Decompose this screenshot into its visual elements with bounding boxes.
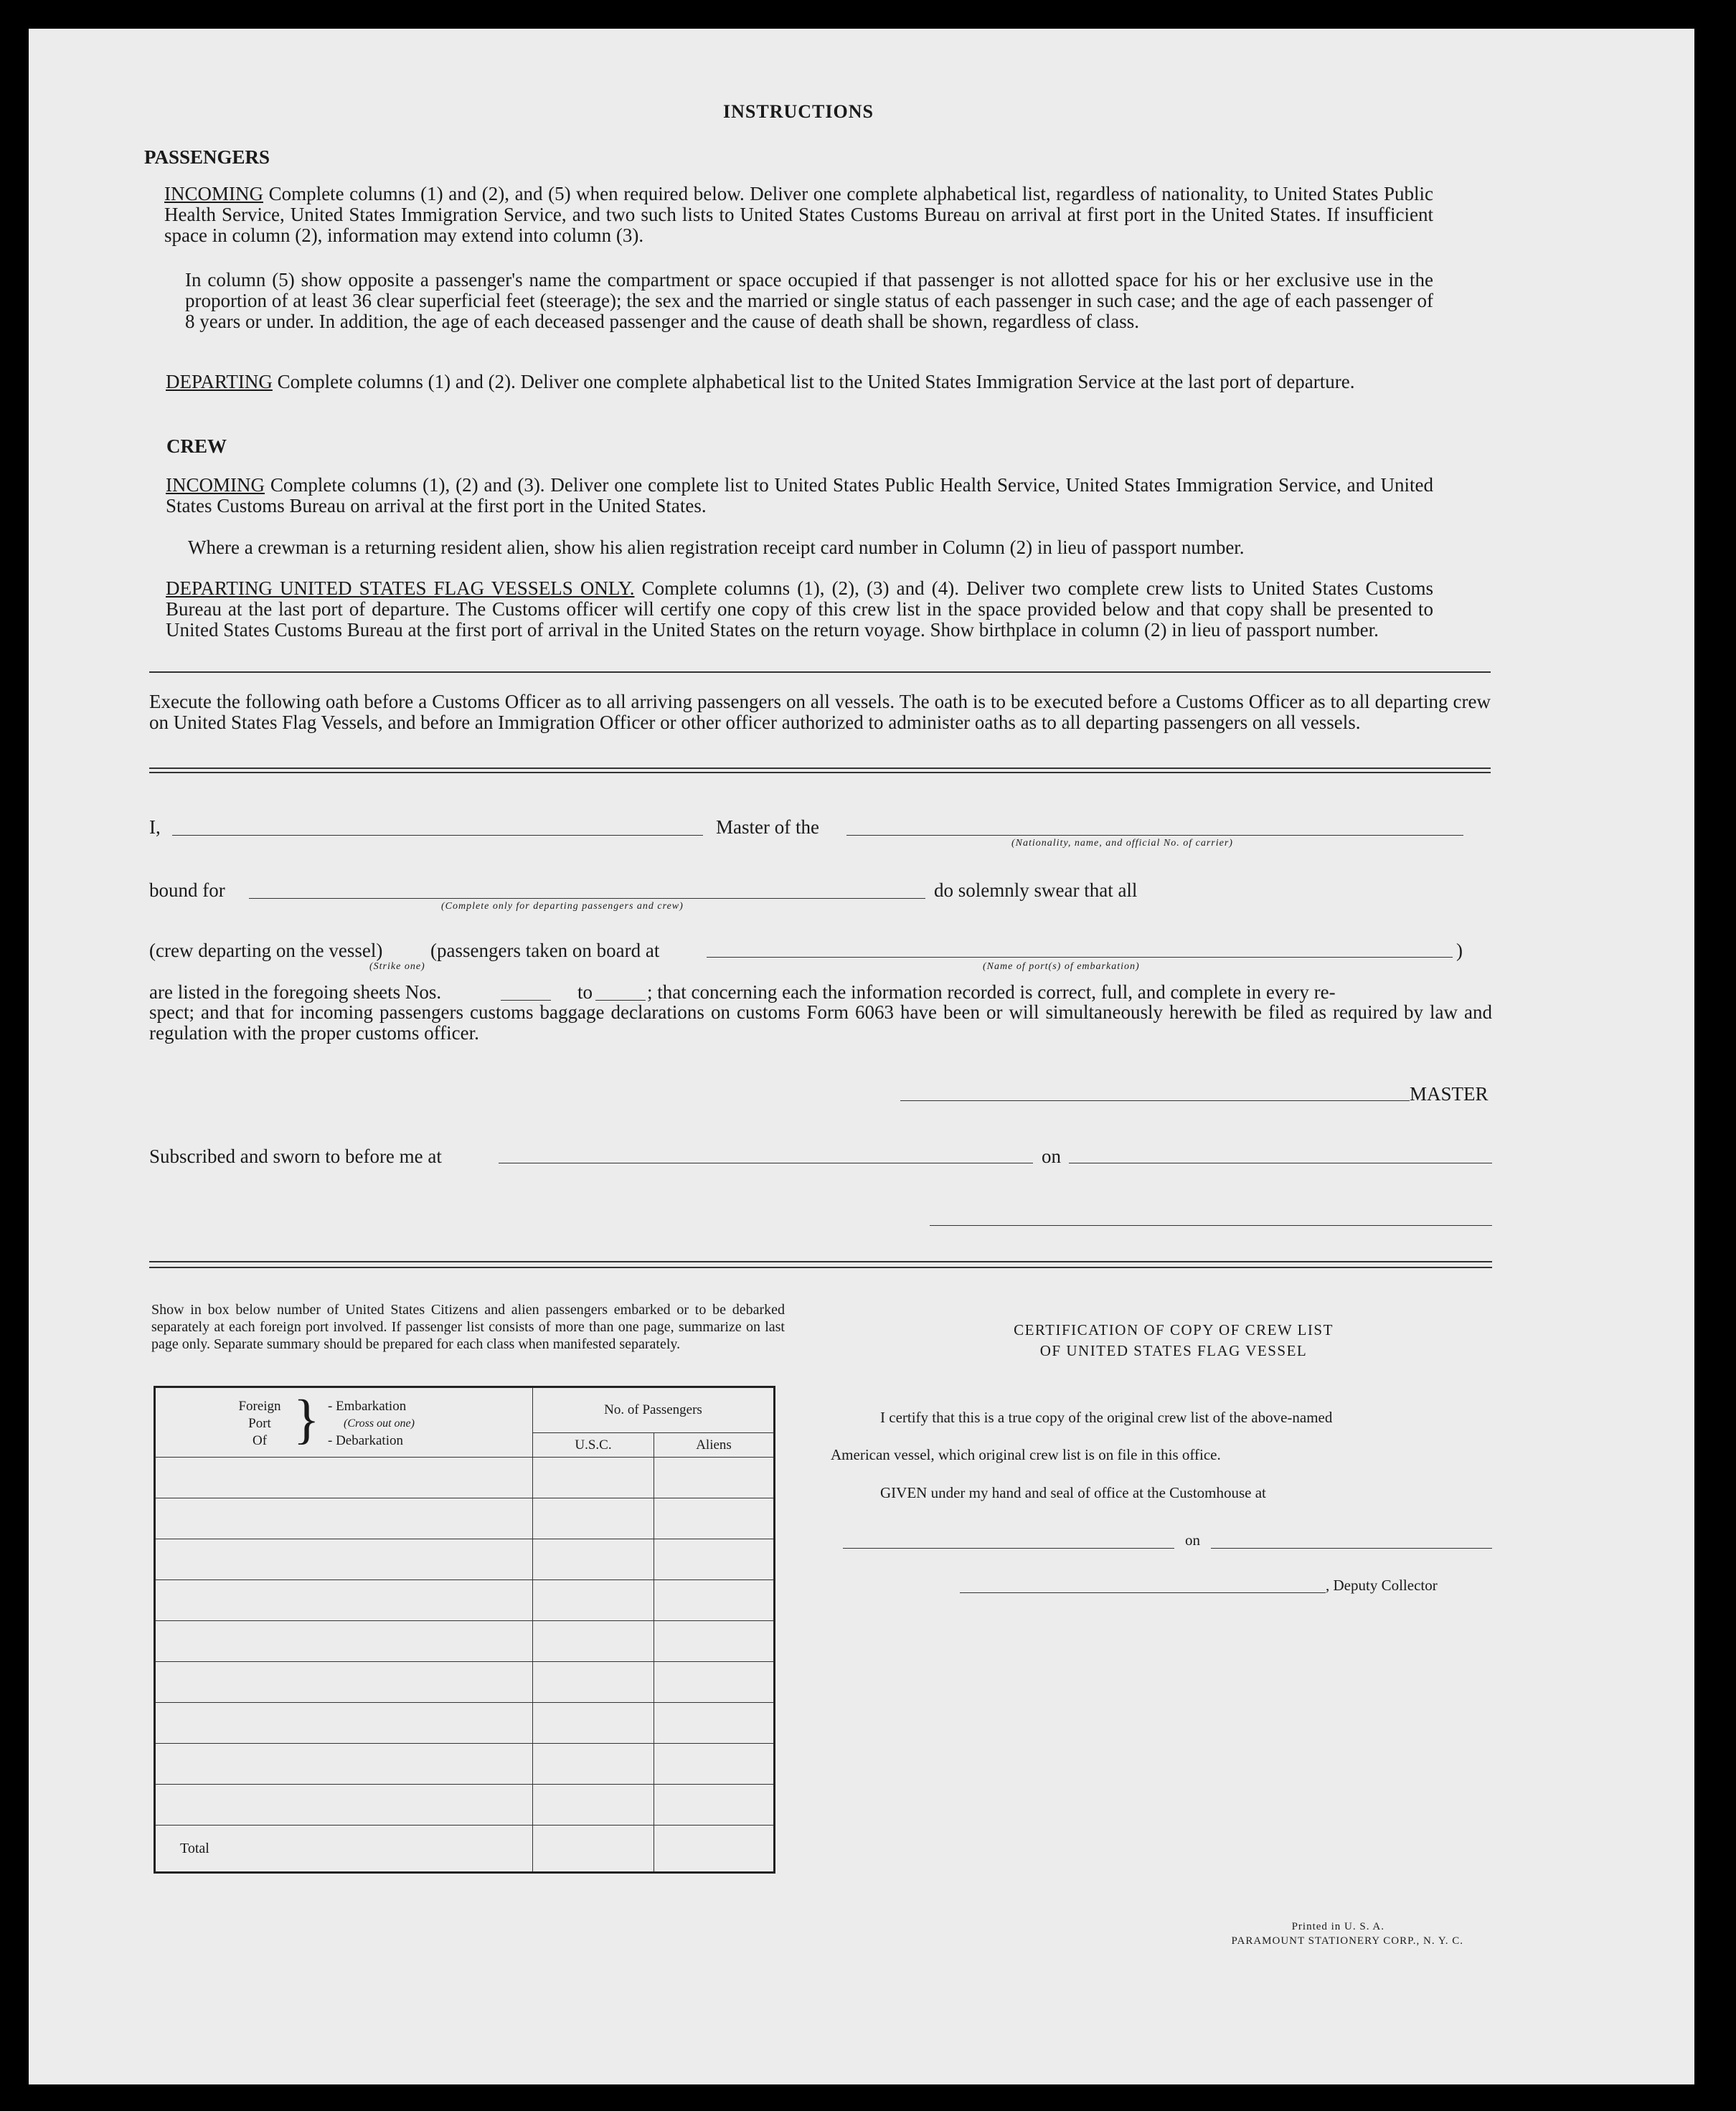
total-aliens-cell[interactable] — [654, 1826, 775, 1873]
crew-incoming-paragraph — [166, 475, 1433, 516]
aliens-cell[interactable] — [654, 1703, 775, 1744]
certification-title-line1: CERTIFICATION OF COPY OF CREW LIST — [1014, 1321, 1334, 1338]
usc-cell[interactable] — [533, 1703, 654, 1744]
master-label: MASTER — [1410, 1083, 1489, 1105]
printer-imprint — [1148, 1919, 1463, 1948]
divider-line — [149, 1261, 1492, 1262]
certify-line2: American vessel, which original crew list is on file in this office. — [831, 1446, 1221, 1463]
passengers-incoming-paragraph — [164, 184, 1433, 246]
brace-symbol: } — [293, 1389, 320, 1450]
usc-cell[interactable] — [533, 1662, 654, 1703]
port-cell[interactable] — [155, 1621, 533, 1662]
foreign-label: Foreign — [238, 1399, 281, 1414]
total-usc-cell[interactable] — [533, 1826, 654, 1873]
customhouse-field[interactable] — [843, 1548, 1174, 1549]
port-cell[interactable] — [155, 1744, 533, 1785]
passengers-incoming-text: Complete columns (1) and (2), and (5) when required below. Deliver one complete alphabetical list, regardless of nationality, to United States Public Health Service, United States Immigration Service, and two such lists to United States Customs Bureau on arrival at first port in the United States. If insufficient space in column (2), information may extend into column (3). — [164, 183, 1433, 246]
divider-line — [149, 772, 1491, 773]
usc-header: U.S.C. — [533, 1433, 654, 1458]
printer-line2: PARAMOUNT STATIONERY CORP., N. Y. C. — [1231, 1935, 1463, 1947]
embarkation-label: - Embarkation — [328, 1399, 407, 1414]
certification-on-label: on — [1185, 1531, 1200, 1549]
crew-departing-text: Complete columns (1), (2), (3) and (4). Deliver two complete crew lists to United States Customs Bureau at the last port of departure. The Customs officer will certify one copy of this crew list in the space provided below and that copy shall be presented to United States Customs Bureau at the first port of arrival in the United States on the return voyage. Show birthplace in column (2) in lieu of passport number. — [166, 577, 1433, 641]
listed-to: to — [577, 981, 593, 1003]
aliens-cell[interactable] — [654, 1785, 775, 1826]
port-cell[interactable] — [155, 1498, 533, 1539]
passengers-departing-label: DEPARTING — [166, 371, 273, 392]
port-cell[interactable] — [155, 1662, 533, 1703]
strike-one-caption: (Strike one) — [369, 961, 425, 972]
usc-cell[interactable] — [533, 1539, 654, 1580]
usc-cell[interactable] — [533, 1498, 654, 1539]
total-label: Total — [155, 1826, 533, 1873]
master-of-the-label: Master of the — [716, 816, 819, 838]
passengers-heading: PASSENGERS — [144, 146, 270, 168]
officer-signature-field[interactable] — [930, 1225, 1492, 1226]
printer-line1: Printed in U. S. A. — [1291, 1921, 1384, 1932]
aliens-cell[interactable] — [654, 1744, 775, 1785]
form-page — [29, 29, 1694, 2084]
no-of-passengers-header: No. of Passengers — [533, 1387, 775, 1433]
aliens-cell[interactable] — [654, 1580, 775, 1621]
passenger-summary-table — [154, 1386, 775, 1874]
listed-text-c: spect; and that for incoming passengers customs baggage declarations on customs Form 6063 have been or will simultaneously herewith be filed as required by law and regulation with the proper customs officer. — [149, 1001, 1492, 1044]
debarkation-label: - Debarkation — [328, 1433, 403, 1448]
usc-cell[interactable] — [533, 1744, 654, 1785]
embarkation-port-field[interactable] — [707, 957, 1453, 958]
aliens-cell[interactable] — [654, 1539, 775, 1580]
ports-caption: (Name of port(s) of embarkation) — [983, 961, 1140, 972]
usc-cell[interactable] — [533, 1458, 654, 1498]
master-signature-field[interactable] — [900, 1100, 1410, 1101]
sheet-from-field[interactable] — [501, 1000, 551, 1001]
oath-i-label: I, — [149, 816, 161, 838]
crew-departing-label: DEPARTING UNITED STATES FLAG VESSELS ONLY. — [166, 577, 635, 599]
crew-incoming-label: INCOMING — [166, 474, 265, 496]
crew-heading: CREW — [166, 435, 227, 457]
certification-date-field[interactable] — [1211, 1548, 1492, 1549]
given-line: GIVEN under my hand and seal of office at the Customhouse at — [880, 1484, 1266, 1501]
aliens-cell[interactable] — [654, 1662, 775, 1703]
sheet-to-field[interactable] — [595, 1000, 646, 1001]
instructions-title: INSTRUCTIONS — [723, 101, 874, 122]
of-label: Of — [252, 1433, 268, 1448]
usc-cell[interactable] — [533, 1621, 654, 1662]
divider-line — [149, 768, 1491, 769]
port-cell[interactable] — [155, 1539, 533, 1580]
aliens-cell[interactable] — [654, 1458, 775, 1498]
subscribed-on-label: on — [1042, 1146, 1061, 1167]
port-cell[interactable] — [155, 1580, 533, 1621]
passengers-column5-paragraph: In column (5) show opposite a passenger's name the compartment or space occupied if that passenger is not allotted space for his or her exclusive use in the proportion of at least 36 clear superficial feet (steerage); the sex and the married or single status of each passenger in such case; and the age of each passenger of 8 years or under. In addition, the age of each deceased passenger and the cause of death shall be shown, regardless of class. — [185, 269, 1433, 332]
carrier-field[interactable] — [846, 835, 1463, 836]
nationality-caption: (Nationality, name, and official No. of carrier) — [1011, 838, 1233, 849]
port-label: Port — [248, 1416, 271, 1431]
close-paren: ) — [1456, 940, 1463, 961]
master-name-field[interactable] — [172, 835, 703, 836]
summary-note: Show in box below number of United States Citizens and alien passengers embarked or to be debarked separately at each foreign port involved. If passenger list consists of more than one page, summarize on last page only. Separate summary should be prepared for each class when manifested separately. — [151, 1302, 785, 1352]
bound-for-caption: (Complete only for departing passengers and crew) — [441, 901, 684, 912]
cross-out-caption: (Cross out one) — [344, 1417, 415, 1430]
passengers-departing-paragraph — [166, 372, 1433, 392]
bound-for-field[interactable] — [249, 898, 925, 899]
listed-text-b: ; that concerning each the information recorded is correct, full, and complete in every re- — [647, 981, 1336, 1003]
deputy-collector-label: , Deputy Collector — [1326, 1577, 1438, 1594]
certification-title — [915, 1320, 1432, 1361]
oath-intro-paragraph: Execute the following oath before a Customs Officer as to all arriving passengers on all vessels. The oath is to be executed before a Customs Officer as to all departing crew on United States Flag Vessels, and before an Immigration Officer or other officer authorized to administer oaths as to all departing passengers on all vessels. — [149, 691, 1491, 733]
crew-incoming-text: Complete columns (1), (2) and (3). Deliver one complete list to United States Public Health Service, United States Immigration Service, and United States Customs Bureau on arrival at the first port in the United States. — [166, 474, 1433, 516]
aliens-header: Aliens — [654, 1433, 775, 1458]
passengers-departing-text: Complete columns (1) and (2). Deliver one complete alphabetical list to the United States Immigration Service at the last port of departure. — [272, 371, 1355, 392]
aliens-cell[interactable] — [654, 1621, 775, 1662]
certify-line1: I certify that this is a true copy of the original crew list of the above-named — [880, 1409, 1333, 1426]
passengers-incoming-label: INCOMING — [164, 183, 263, 204]
swear-text: do solemnly swear that all — [934, 879, 1138, 901]
port-cell[interactable] — [155, 1785, 533, 1826]
usc-cell[interactable] — [533, 1785, 654, 1826]
divider-line — [149, 671, 1491, 673]
crew-resident-paragraph: Where a crewman is a returning resident alien, show his alien registration receipt card number in Column (2) in lieu of passport number. — [188, 537, 1245, 558]
listed-text-a: are listed in the foregoing sheets Nos. — [149, 981, 442, 1003]
crew-departing-option: (crew departing on the vessel) — [149, 940, 383, 961]
bound-for-label: bound for — [149, 879, 225, 901]
port-cell[interactable] — [155, 1703, 533, 1744]
foreign-port-header — [155, 1387, 533, 1458]
usc-cell[interactable] — [533, 1580, 654, 1621]
subscribed-label: Subscribed and sworn to before me at — [149, 1146, 442, 1167]
divider-line — [149, 1267, 1492, 1268]
certification-title-line2: OF UNITED STATES FLAG VESSEL — [1039, 1342, 1308, 1359]
aliens-cell[interactable] — [654, 1498, 775, 1539]
passengers-taken-option: (passengers taken on board at — [430, 940, 660, 961]
crew-departing-paragraph — [166, 578, 1433, 641]
port-cell[interactable] — [155, 1458, 533, 1498]
deputy-collector-signature-field[interactable] — [960, 1592, 1326, 1593]
